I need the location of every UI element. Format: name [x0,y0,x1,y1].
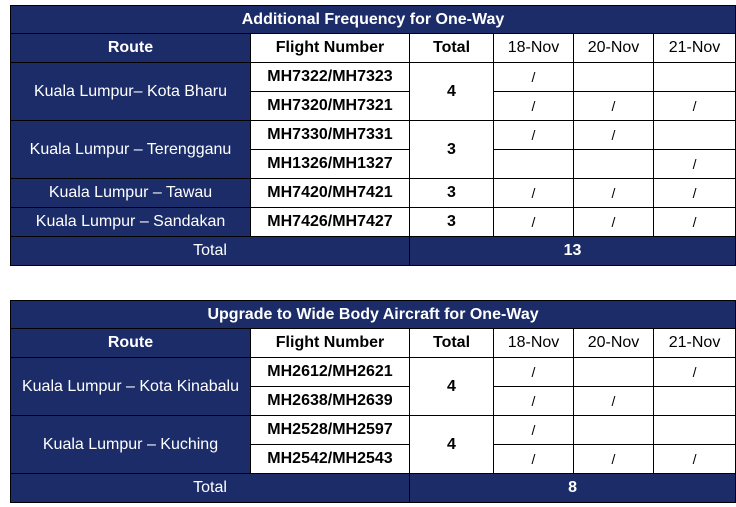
date-mark-cell [654,416,736,445]
route-cell: Kuala Lumpur – Kuching [11,416,251,474]
route-total-cell: 3 [410,208,494,237]
date-mark-cell: / [574,179,654,208]
total-header: Total [410,34,494,63]
flight-number-cell: MH7330/MH7331 [251,121,410,150]
grand-total-value: 13 [410,237,736,266]
flight-number-header: Flight Number [251,34,410,63]
route-total-cell: 3 [410,179,494,208]
route-cell: Kuala Lumpur– Kota Bharu [11,63,251,121]
table-title: Additional Frequency for One-Way [11,6,736,34]
date-mark-cell [574,358,654,387]
flight-number-cell: MH2528/MH2597 [251,416,410,445]
table-row [11,208,736,237]
date-mark-cell [574,416,654,445]
flight-number-header: Flight Number [251,329,410,358]
route-total-cell: 4 [410,416,494,474]
date-mark-cell [574,150,654,179]
table-row [11,179,736,208]
total-header: Total [410,329,494,358]
flight-number-cell: MH7320/MH7321 [251,92,410,121]
table-row [11,358,736,387]
date-mark-cell: / [654,358,736,387]
table-title: Upgrade to Wide Body Aircraft for One-Way [11,301,736,329]
flight-number-cell: MH2638/MH2639 [251,387,410,416]
route-cell: Kuala Lumpur – Tawau [11,179,251,208]
route-header: Route [11,34,251,63]
date-mark-cell: / [494,92,574,121]
date-mark-cell: / [654,179,736,208]
route-header: Route [11,329,251,358]
date-header: 21-Nov [654,329,736,358]
route-cell: Kuala Lumpur – Kota Kinabalu [11,358,251,416]
date-header: 20-Nov [574,329,654,358]
grand-total-label: Total [11,237,410,266]
date-mark-cell: / [494,358,574,387]
date-mark-cell: / [494,63,574,92]
date-mark-cell: / [654,92,736,121]
route-total-cell: 4 [410,358,494,416]
table-row [11,121,736,150]
date-mark-cell [574,63,654,92]
route-total-cell: 3 [410,121,494,179]
route-total-cell: 4 [410,63,494,121]
wide-body-upgrade-table [10,300,736,503]
date-mark-cell: / [654,208,736,237]
date-mark-cell [494,150,574,179]
date-mark-cell [654,63,736,92]
grand-total-label: Total [11,474,410,503]
date-mark-cell: / [494,179,574,208]
date-mark-cell: / [494,416,574,445]
date-mark-cell [654,387,736,416]
flight-number-cell: MH1326/MH1327 [251,150,410,179]
date-mark-cell: / [574,121,654,150]
date-mark-cell: / [574,445,654,474]
date-mark-cell: / [574,92,654,121]
flight-number-cell: MH2612/MH2621 [251,358,410,387]
date-header: 18-Nov [494,329,574,358]
flight-number-cell: MH7322/MH7323 [251,63,410,92]
route-cell: Kuala Lumpur – Terengganu [11,121,251,179]
date-header: 18-Nov [494,34,574,63]
additional-frequency-table [10,5,736,266]
date-mark-cell: / [574,208,654,237]
date-mark-cell [654,121,736,150]
grand-total-value: 8 [410,474,736,503]
date-mark-cell: / [654,445,736,474]
date-mark-cell: / [494,208,574,237]
flight-number-cell: MH2542/MH2543 [251,445,410,474]
flight-number-cell: MH7420/MH7421 [251,179,410,208]
date-mark-cell: / [574,387,654,416]
route-cell: Kuala Lumpur – Sandakan [11,208,251,237]
table-row [11,416,736,445]
date-header: 20-Nov [574,34,654,63]
table-row [11,63,736,92]
date-mark-cell: / [654,150,736,179]
date-mark-cell: / [494,445,574,474]
flight-number-cell: MH7426/MH7427 [251,208,410,237]
date-mark-cell: / [494,387,574,416]
date-header: 21-Nov [654,34,736,63]
date-mark-cell: / [494,121,574,150]
